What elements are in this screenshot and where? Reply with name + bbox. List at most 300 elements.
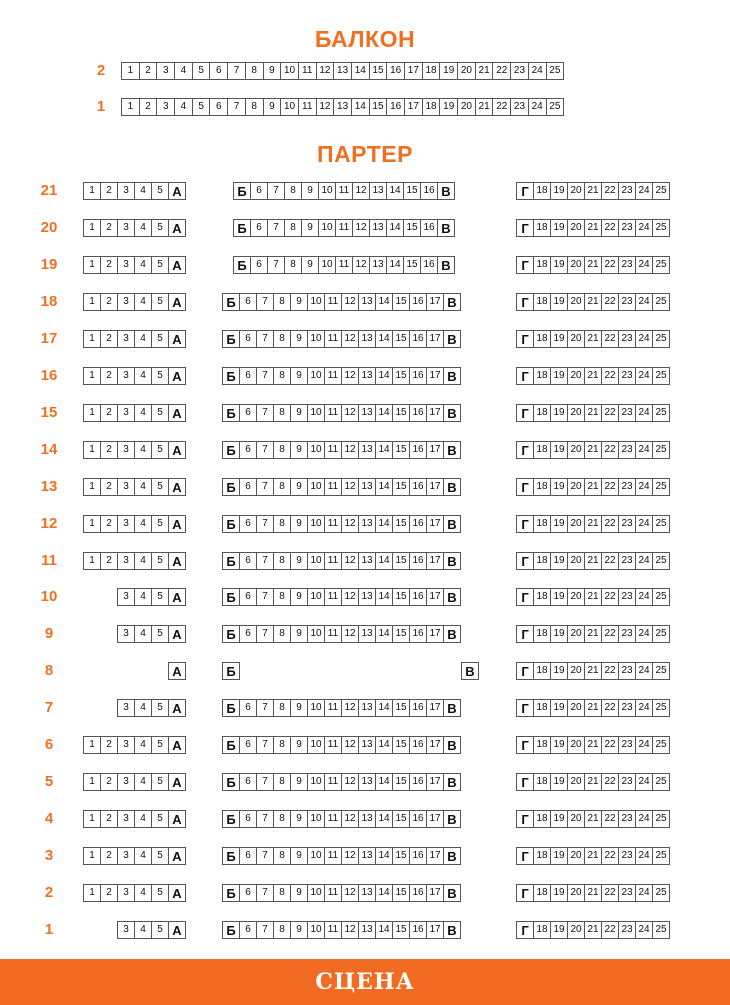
seat[interactable]: 23 [618, 404, 636, 422]
seat[interactable]: 14 [375, 515, 393, 533]
seat[interactable]: 16 [409, 478, 427, 496]
seat[interactable]: 3 [117, 367, 135, 385]
seat[interactable]: 25 [652, 552, 670, 570]
seat[interactable]: 12 [341, 810, 359, 828]
seat[interactable]: 8 [273, 699, 291, 717]
seat[interactable]: 12 [341, 921, 359, 939]
seat[interactable]: 11 [324, 478, 342, 496]
seat[interactable]: 21 [584, 921, 602, 939]
seat[interactable]: 12 [341, 699, 359, 717]
seat[interactable]: 11 [324, 515, 342, 533]
seat[interactable]: 25 [652, 367, 670, 385]
seat[interactable]: 22 [601, 293, 619, 311]
seat[interactable]: 3 [117, 625, 135, 643]
seat[interactable]: 7 [256, 773, 274, 791]
seat[interactable]: 25 [652, 699, 670, 717]
seat[interactable]: 9 [290, 367, 308, 385]
seat[interactable]: 12 [341, 404, 359, 422]
seat[interactable]: 6 [250, 182, 268, 200]
seat[interactable]: 17 [426, 367, 444, 385]
seat[interactable]: 16 [409, 699, 427, 717]
seat[interactable]: 12 [341, 736, 359, 754]
seat[interactable]: 20 [567, 699, 585, 717]
seat[interactable]: 18 [533, 699, 551, 717]
seat[interactable]: 10 [307, 515, 325, 533]
seat[interactable]: 9 [263, 62, 282, 80]
seat[interactable]: 25 [546, 62, 565, 80]
seat[interactable]: 2 [139, 98, 158, 116]
seat[interactable]: 7 [256, 921, 274, 939]
seat[interactable]: 13 [358, 921, 376, 939]
seat[interactable]: 2 [100, 847, 118, 865]
seat[interactable]: 4 [134, 367, 152, 385]
seat[interactable]: 24 [635, 441, 653, 459]
seat[interactable]: 20 [567, 182, 585, 200]
seat[interactable]: 3 [117, 736, 135, 754]
seat[interactable]: 18 [422, 98, 441, 116]
seat[interactable]: 25 [652, 921, 670, 939]
seat[interactable]: 18 [533, 847, 551, 865]
seat[interactable]: 24 [528, 98, 547, 116]
seat[interactable]: 11 [335, 256, 353, 274]
seat[interactable]: 25 [652, 773, 670, 791]
seat[interactable]: 8 [273, 847, 291, 865]
seat[interactable]: 22 [492, 62, 511, 80]
seat[interactable]: 15 [392, 699, 410, 717]
seat[interactable]: 4 [134, 847, 152, 865]
seat[interactable]: 25 [652, 810, 670, 828]
seat[interactable]: 25 [652, 441, 670, 459]
seat[interactable]: 20 [457, 98, 476, 116]
seat[interactable]: 10 [280, 98, 299, 116]
seat[interactable]: 5 [192, 98, 211, 116]
seat[interactable]: 11 [324, 293, 342, 311]
seat[interactable]: 12 [352, 219, 370, 237]
seat[interactable]: 13 [358, 625, 376, 643]
seat[interactable]: 1 [83, 810, 101, 828]
seat[interactable]: 18 [533, 367, 551, 385]
seat[interactable]: 5 [151, 256, 169, 274]
seat[interactable]: 4 [134, 625, 152, 643]
seat[interactable]: 15 [392, 478, 410, 496]
seat[interactable]: 8 [273, 552, 291, 570]
seat[interactable]: 10 [307, 625, 325, 643]
seat[interactable]: 11 [324, 736, 342, 754]
seat[interactable]: 24 [635, 699, 653, 717]
seat[interactable]: 18 [533, 773, 551, 791]
seat[interactable]: 14 [375, 699, 393, 717]
seat[interactable]: 19 [550, 810, 568, 828]
seat[interactable]: 22 [601, 182, 619, 200]
seat[interactable]: 13 [358, 847, 376, 865]
seat[interactable]: 3 [117, 182, 135, 200]
seat[interactable]: 6 [239, 884, 257, 902]
seat[interactable]: 9 [290, 515, 308, 533]
seat[interactable]: 11 [335, 182, 353, 200]
seat[interactable]: 16 [420, 256, 438, 274]
seat[interactable]: 16 [409, 921, 427, 939]
seat[interactable]: 6 [209, 98, 228, 116]
seat[interactable]: 14 [375, 367, 393, 385]
seat[interactable]: 19 [550, 736, 568, 754]
seat[interactable]: 12 [341, 847, 359, 865]
seat[interactable]: 17 [404, 98, 423, 116]
seat[interactable]: 5 [151, 847, 169, 865]
seat[interactable]: 16 [409, 884, 427, 902]
seat[interactable]: 2 [100, 256, 118, 274]
seat[interactable]: 7 [256, 736, 274, 754]
seat[interactable]: 12 [341, 625, 359, 643]
seat[interactable]: 20 [567, 256, 585, 274]
seat[interactable]: 3 [117, 588, 135, 606]
seat[interactable]: 13 [358, 552, 376, 570]
seat[interactable]: 15 [403, 219, 421, 237]
seat[interactable]: 1 [83, 330, 101, 348]
seat[interactable]: 5 [151, 625, 169, 643]
seat[interactable]: 25 [652, 182, 670, 200]
seat[interactable]: 7 [256, 699, 274, 717]
seat[interactable]: 25 [652, 884, 670, 902]
seat[interactable]: 25 [652, 736, 670, 754]
seat[interactable]: 5 [151, 552, 169, 570]
seat[interactable]: 13 [358, 441, 376, 459]
seat[interactable]: 24 [528, 62, 547, 80]
seat[interactable]: 18 [533, 588, 551, 606]
seat[interactable]: 15 [392, 921, 410, 939]
seat[interactable]: 12 [341, 884, 359, 902]
seat[interactable]: 7 [256, 625, 274, 643]
seat[interactable]: 6 [239, 699, 257, 717]
seat[interactable]: 4 [134, 773, 152, 791]
seat[interactable]: 17 [404, 62, 423, 80]
seat[interactable]: 24 [635, 662, 653, 680]
seat[interactable]: 8 [273, 330, 291, 348]
seat[interactable]: 18 [533, 441, 551, 459]
seat[interactable]: 5 [192, 62, 211, 80]
seat[interactable]: 21 [584, 588, 602, 606]
seat[interactable]: 21 [584, 810, 602, 828]
seat[interactable]: 7 [256, 588, 274, 606]
seat[interactable]: 13 [358, 293, 376, 311]
seat[interactable]: 6 [239, 404, 257, 422]
seat[interactable]: 9 [290, 625, 308, 643]
seat[interactable]: 14 [351, 98, 370, 116]
seat[interactable]: 17 [426, 884, 444, 902]
seat[interactable]: 18 [533, 662, 551, 680]
seat[interactable]: 23 [510, 62, 529, 80]
seat[interactable]: 3 [117, 219, 135, 237]
seat[interactable]: 19 [550, 773, 568, 791]
seat[interactable]: 11 [324, 588, 342, 606]
seat[interactable]: 17 [426, 441, 444, 459]
seat[interactable]: 23 [618, 330, 636, 348]
seat[interactable]: 13 [358, 736, 376, 754]
seat[interactable]: 20 [567, 441, 585, 459]
seat[interactable]: 23 [618, 921, 636, 939]
seat[interactable]: 6 [239, 441, 257, 459]
seat[interactable]: 20 [567, 404, 585, 422]
seat[interactable]: 19 [550, 588, 568, 606]
seat[interactable]: 12 [341, 293, 359, 311]
seat[interactable]: 9 [290, 736, 308, 754]
seat[interactable]: 22 [601, 810, 619, 828]
seat[interactable]: 6 [239, 810, 257, 828]
seat[interactable]: 1 [83, 884, 101, 902]
seat[interactable]: 19 [550, 219, 568, 237]
seat[interactable]: 2 [100, 404, 118, 422]
seat[interactable]: 6 [250, 256, 268, 274]
seat[interactable]: 13 [369, 182, 387, 200]
seat[interactable]: 17 [426, 478, 444, 496]
seat[interactable]: 19 [550, 625, 568, 643]
seat[interactable]: 9 [290, 884, 308, 902]
seat[interactable]: 9 [290, 552, 308, 570]
seat[interactable]: 16 [409, 330, 427, 348]
seat[interactable]: 23 [618, 256, 636, 274]
seat[interactable]: 1 [83, 515, 101, 533]
seat[interactable]: 7 [256, 441, 274, 459]
seat[interactable]: 5 [151, 293, 169, 311]
seat[interactable]: 13 [358, 773, 376, 791]
seat[interactable]: 24 [635, 773, 653, 791]
seat[interactable]: 3 [156, 62, 175, 80]
seat[interactable]: 21 [584, 662, 602, 680]
seat[interactable]: 6 [239, 478, 257, 496]
seat[interactable]: 25 [652, 662, 670, 680]
seat[interactable]: 14 [375, 404, 393, 422]
seat[interactable]: 1 [83, 773, 101, 791]
seat[interactable]: 24 [635, 921, 653, 939]
seat[interactable]: 6 [239, 588, 257, 606]
seat[interactable]: 7 [256, 515, 274, 533]
seat[interactable]: 1 [121, 62, 140, 80]
seat[interactable]: 21 [584, 330, 602, 348]
seat[interactable]: 9 [301, 219, 319, 237]
seat[interactable]: 11 [324, 625, 342, 643]
seat[interactable]: 24 [635, 404, 653, 422]
seat[interactable]: 10 [318, 219, 336, 237]
seat[interactable]: 22 [601, 219, 619, 237]
seat[interactable]: 24 [635, 256, 653, 274]
seat[interactable]: 20 [567, 515, 585, 533]
seat[interactable]: 18 [533, 293, 551, 311]
seat[interactable]: 22 [601, 736, 619, 754]
seat[interactable]: 23 [618, 588, 636, 606]
seat[interactable]: 6 [209, 62, 228, 80]
seat[interactable]: 14 [375, 810, 393, 828]
seat[interactable]: 7 [256, 552, 274, 570]
seat[interactable]: 6 [239, 293, 257, 311]
seat[interactable]: 13 [369, 256, 387, 274]
seat[interactable]: 17 [426, 588, 444, 606]
seat[interactable]: 19 [550, 921, 568, 939]
seat[interactable]: 17 [426, 293, 444, 311]
seat[interactable]: 21 [584, 884, 602, 902]
seat[interactable]: 13 [358, 330, 376, 348]
seat[interactable]: 22 [601, 699, 619, 717]
seat[interactable]: 11 [324, 404, 342, 422]
seat[interactable]: 14 [386, 219, 404, 237]
seat[interactable]: 11 [324, 699, 342, 717]
seat[interactable]: 14 [375, 921, 393, 939]
seat[interactable]: 16 [409, 404, 427, 422]
seat[interactable]: 21 [584, 736, 602, 754]
seat[interactable]: 3 [117, 404, 135, 422]
seat[interactable]: 16 [409, 736, 427, 754]
seat[interactable]: 13 [358, 515, 376, 533]
seat[interactable]: 4 [134, 810, 152, 828]
seat[interactable]: 1 [83, 552, 101, 570]
seat[interactable]: 3 [117, 293, 135, 311]
seat[interactable]: 5 [151, 588, 169, 606]
seat[interactable]: 10 [307, 921, 325, 939]
seat[interactable]: 2 [100, 515, 118, 533]
seat[interactable]: 3 [117, 330, 135, 348]
seat[interactable]: 20 [567, 921, 585, 939]
seat[interactable]: 23 [618, 441, 636, 459]
seat[interactable]: 22 [601, 552, 619, 570]
seat[interactable]: 10 [307, 736, 325, 754]
seat[interactable]: 3 [117, 515, 135, 533]
seat[interactable]: 12 [341, 478, 359, 496]
seat[interactable]: 25 [652, 478, 670, 496]
seat[interactable]: 5 [151, 330, 169, 348]
seat[interactable]: 23 [618, 847, 636, 865]
seat[interactable]: 9 [301, 182, 319, 200]
seat[interactable]: 1 [83, 478, 101, 496]
seat[interactable]: 13 [358, 884, 376, 902]
seat[interactable]: 7 [256, 404, 274, 422]
seat[interactable]: 23 [510, 98, 529, 116]
seat[interactable]: 2 [100, 478, 118, 496]
seat[interactable]: 10 [307, 810, 325, 828]
seat[interactable]: 23 [618, 182, 636, 200]
seat[interactable]: 4 [134, 441, 152, 459]
seat[interactable]: 3 [117, 478, 135, 496]
seat[interactable]: 4 [134, 404, 152, 422]
seat[interactable]: 9 [290, 404, 308, 422]
seat[interactable]: 6 [239, 367, 257, 385]
seat[interactable]: 16 [409, 625, 427, 643]
seat[interactable]: 4 [134, 699, 152, 717]
seat[interactable]: 4 [134, 552, 152, 570]
seat[interactable]: 8 [273, 736, 291, 754]
seat[interactable]: 16 [409, 552, 427, 570]
seat[interactable]: 18 [533, 478, 551, 496]
seat[interactable]: 21 [584, 699, 602, 717]
seat[interactable]: 10 [307, 699, 325, 717]
seat[interactable]: 7 [267, 219, 285, 237]
seat[interactable]: 25 [652, 625, 670, 643]
seat[interactable]: 16 [409, 367, 427, 385]
seat[interactable]: 22 [601, 884, 619, 902]
seat[interactable]: 11 [324, 330, 342, 348]
seat[interactable]: 23 [618, 552, 636, 570]
seat[interactable]: 15 [392, 773, 410, 791]
seat[interactable]: 22 [601, 921, 619, 939]
seat[interactable]: 17 [426, 736, 444, 754]
seat[interactable]: 13 [333, 98, 352, 116]
seat[interactable]: 3 [156, 98, 175, 116]
seat[interactable]: 3 [117, 847, 135, 865]
seat[interactable]: 2 [139, 62, 158, 80]
seat[interactable]: 5 [151, 773, 169, 791]
seat[interactable]: 7 [256, 478, 274, 496]
seat[interactable]: 15 [392, 736, 410, 754]
seat[interactable]: 25 [652, 404, 670, 422]
seat[interactable]: 11 [298, 62, 317, 80]
seat[interactable]: 25 [652, 847, 670, 865]
seat[interactable]: 15 [392, 293, 410, 311]
seat[interactable]: 9 [263, 98, 282, 116]
seat[interactable]: 23 [618, 662, 636, 680]
seat[interactable]: 14 [375, 552, 393, 570]
seat[interactable]: 18 [533, 182, 551, 200]
seat[interactable]: 18 [533, 810, 551, 828]
seat[interactable]: 5 [151, 367, 169, 385]
seat[interactable]: 11 [324, 773, 342, 791]
seat[interactable]: 5 [151, 219, 169, 237]
seat[interactable]: 22 [601, 662, 619, 680]
seat[interactable]: 2 [100, 330, 118, 348]
seat[interactable]: 15 [392, 884, 410, 902]
seat[interactable]: 13 [358, 478, 376, 496]
seat[interactable]: 18 [533, 921, 551, 939]
seat[interactable]: 3 [117, 921, 135, 939]
seat[interactable]: 18 [533, 625, 551, 643]
seat[interactable]: 8 [273, 367, 291, 385]
seat[interactable]: 15 [392, 367, 410, 385]
seat[interactable]: 4 [174, 98, 193, 116]
seat[interactable]: 22 [601, 404, 619, 422]
seat[interactable]: 8 [273, 293, 291, 311]
seat[interactable]: 1 [83, 219, 101, 237]
seat[interactable]: 14 [375, 330, 393, 348]
seat[interactable]: 5 [151, 515, 169, 533]
seat[interactable]: 21 [584, 182, 602, 200]
seat[interactable]: 10 [307, 293, 325, 311]
seat[interactable]: 23 [618, 515, 636, 533]
seat[interactable]: 6 [239, 625, 257, 643]
seat[interactable]: 8 [273, 515, 291, 533]
seat[interactable]: 15 [369, 98, 388, 116]
seat[interactable]: 7 [227, 62, 246, 80]
seat[interactable]: 9 [290, 921, 308, 939]
seat[interactable]: 16 [386, 98, 405, 116]
seat[interactable]: 20 [567, 884, 585, 902]
seat[interactable]: 19 [550, 515, 568, 533]
seat[interactable]: 24 [635, 367, 653, 385]
seat[interactable]: 24 [635, 884, 653, 902]
seat[interactable]: 7 [256, 847, 274, 865]
seat[interactable]: 5 [151, 478, 169, 496]
seat[interactable]: 18 [533, 736, 551, 754]
seat[interactable]: 6 [250, 219, 268, 237]
seat[interactable]: 22 [601, 330, 619, 348]
seat[interactable]: 9 [290, 441, 308, 459]
seat[interactable]: 1 [83, 404, 101, 422]
seat[interactable]: 21 [584, 625, 602, 643]
seat[interactable]: 20 [567, 736, 585, 754]
seat[interactable]: 18 [533, 552, 551, 570]
seat[interactable]: 22 [601, 773, 619, 791]
seat[interactable]: 7 [256, 884, 274, 902]
seat[interactable]: 8 [273, 478, 291, 496]
seat[interactable]: 19 [550, 847, 568, 865]
seat[interactable]: 12 [341, 588, 359, 606]
seat[interactable]: 10 [318, 182, 336, 200]
seat[interactable]: 12 [341, 441, 359, 459]
